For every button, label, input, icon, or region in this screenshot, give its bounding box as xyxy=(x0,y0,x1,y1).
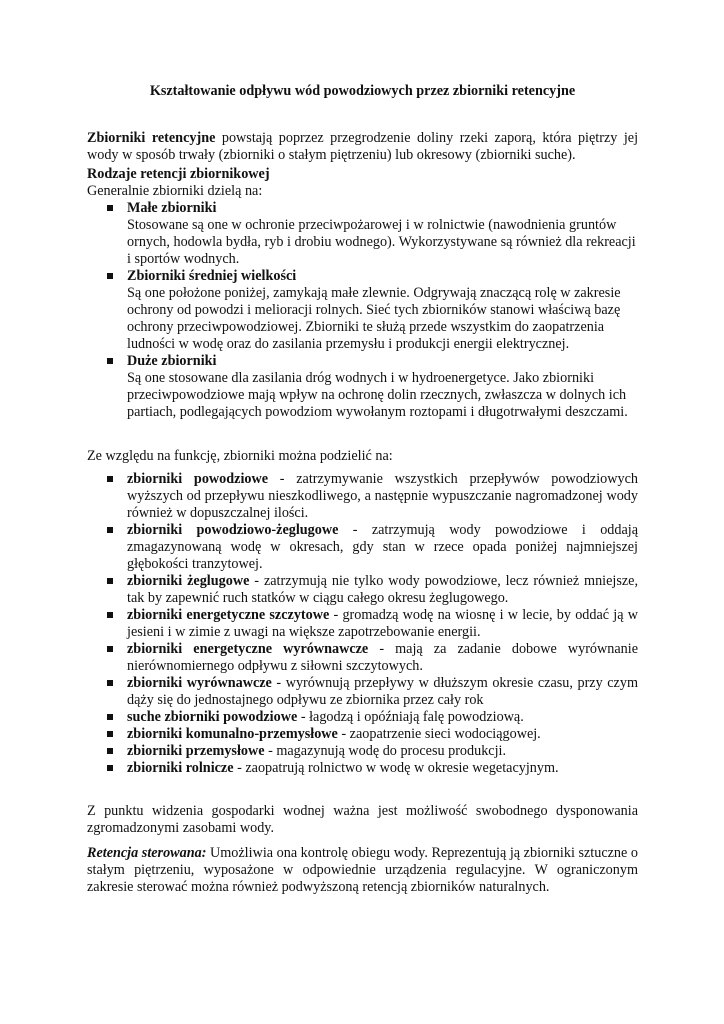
list-item xyxy=(127,200,638,268)
function-intro: Ze względu na funkcję, zbiorniki można podzielić na: xyxy=(87,448,393,464)
square-bullet-icon xyxy=(107,612,113,618)
square-bullet-icon xyxy=(107,476,113,482)
square-bullet-icon xyxy=(107,527,113,533)
list-item xyxy=(127,726,638,743)
list-item xyxy=(127,607,638,641)
type-name: Duże zbiorniki xyxy=(127,353,217,369)
division-intro: Generalnie zbiorniki dzielą na: xyxy=(87,183,263,199)
function-term: suche zbiorniki powodziowe xyxy=(127,709,298,725)
list-item xyxy=(127,709,638,726)
type-description: Stosowane są one w ochronie przeciwpożarowej i w rolnictwie (nawodnienia gruntów ornych, hodowla bydła, ryb i drobiu wodnego). Wykorzystywane są również dla rekreacji i sportów wodnych. xyxy=(127,217,636,267)
function-term: zbiorniki komunalno-przemysłowe xyxy=(127,726,338,742)
list-item xyxy=(127,743,638,760)
list-item xyxy=(127,573,638,607)
type-name: Małe zbiorniki xyxy=(127,200,217,216)
function-term: zbiorniki wyrównawcze xyxy=(127,675,272,691)
controlled-retention-text: Umożliwia ona kontrolę obiegu wody. Reprezentują ją zbiorniki sztuczne o stałym piętrzeniu, wyposażone w odpowiednie urządzenia regulacyjne. W ograniczonym zakresie sterować można również podwyższoną retencją zbiorników naturalnych. xyxy=(87,845,638,895)
intro-text: powstają poprzez przegrodzenie doliny rzeki zaporą, która piętrzy jej wody w sposób trwały (zbiorniki o stałym piętrzeniu) lub okresowy (zbiorniki suche). xyxy=(87,130,639,163)
list-item xyxy=(127,353,638,421)
square-bullet-icon xyxy=(107,646,113,652)
list-item xyxy=(127,760,638,777)
function-description: - zaopatrują rolnictwo w wodę w okresie wegetacyjnym. xyxy=(233,760,559,776)
list-item xyxy=(127,471,638,522)
square-bullet-icon xyxy=(107,273,113,279)
function-description: - zatrzymują wody powodziowe i oddają zmagazynowaną wodę w okresach, gdy stan w rzece opada poniżej najmniejszej głębokości tranzytowej. xyxy=(127,522,639,572)
square-bullet-icon xyxy=(107,714,113,720)
square-bullet-icon xyxy=(107,358,113,364)
function-description: - zaopatrzenie sieci wodociągowej. xyxy=(337,726,541,742)
function-description: - magazynują wodę do procesu produkcji. xyxy=(264,743,507,759)
type-description: Są one położone poniżej, zamykają małe zlewnie. Odgrywają znaczącą rolę w zakresie ochrony od powodzi i melioracji rolnych. Sieć tych zbiorników stanowi właściwą bazę ochrony przeciwpowodziowej. Zbiorniki te służą przede wszystkim do zaopatrzenia ludności w wodę oraz do zasilania przemysłu i produkcji energii elektrycznej. xyxy=(127,285,621,352)
list-item xyxy=(127,675,638,709)
list-item xyxy=(127,522,638,573)
list-item xyxy=(127,641,638,675)
function-term: zbiorniki żeglugowe xyxy=(127,573,250,589)
function-term: zbiorniki energetyczne szczytowe xyxy=(127,607,330,623)
function-term: zbiorniki powodziowe xyxy=(127,471,269,487)
economy-paragraph: Z punktu widzenia gospodarki wodnej ważna jest możliwość swobodnego dysponowania zgromadzonymi zasobami wody. xyxy=(87,803,638,836)
function-description: - zatrzymują nie tylko wody powodziowe, lecz również mniejsze, tak by zapewnić ruch statków w ciągu całego okresu żeglugowego. xyxy=(127,573,639,606)
type-description: Są one stosowane dla zasilania dróg wodnych i w hydroenergetyce. Jako zbiorniki przeciwpowodziowe mają wpływ na ochronę dolin rzecznych, zwłaszcza w dolnych ich partiach, podlegających powodziom wywołanym roztopami i długotrwałymi deszczami. xyxy=(127,370,628,420)
types-list xyxy=(87,200,638,421)
controlled-retention-paragraph xyxy=(87,845,638,896)
retention-heading: Rodzaje retencji zbiornikowej xyxy=(87,166,270,182)
intro-paragraph xyxy=(87,130,638,164)
square-bullet-icon xyxy=(107,205,113,211)
function-term: zbiorniki energetyczne wyrównawcze xyxy=(127,641,369,657)
function-description: - wyrównują przepływy w dłuższym okresie czasu, przy czym dąży się do jednostajnego odpływu ze zbiornika przez cały rok xyxy=(127,675,638,708)
document-title: Kształtowanie odpływu wód powodziowych przez zbiorniki retencyjne xyxy=(149,83,576,99)
intro-term: Zbiorniki retencyjne xyxy=(87,130,216,146)
type-name: Zbiorniki średniej wielkości xyxy=(127,268,297,284)
controlled-retention-label: Retencja sterowana: xyxy=(87,845,207,861)
function-term: zbiorniki powodziowo-żeglugowe xyxy=(127,522,339,538)
function-term: zbiorniki rolnicze xyxy=(127,760,234,776)
function-description: - zatrzymywanie wszystkich przepływów powodziowych wyższych od przepływu nieszkodliwego, a następnie wypuszczanie nagromadzonej wody również w dopuszczalnej ilości. xyxy=(127,471,638,521)
functions-list xyxy=(87,471,638,777)
function-description: - łagodzą i opóźniają falę powodziową. xyxy=(297,709,524,725)
list-item xyxy=(127,268,638,353)
function-description: - gromadzą wodę na wiosnę i w lecie, by oddać ją w jesieni i w zimie z uwagi na większe zapotrzebowanie energii. xyxy=(127,607,639,640)
square-bullet-icon xyxy=(107,748,113,754)
function-term: zbiorniki przemysłowe xyxy=(127,743,265,759)
square-bullet-icon xyxy=(107,731,113,737)
function-description: - mają za zadanie dobowe wyrównanie nierównomiernego odpływu z siłowni szczytowych. xyxy=(127,641,638,674)
square-bullet-icon xyxy=(107,765,113,771)
square-bullet-icon xyxy=(107,680,113,686)
square-bullet-icon xyxy=(107,578,113,584)
